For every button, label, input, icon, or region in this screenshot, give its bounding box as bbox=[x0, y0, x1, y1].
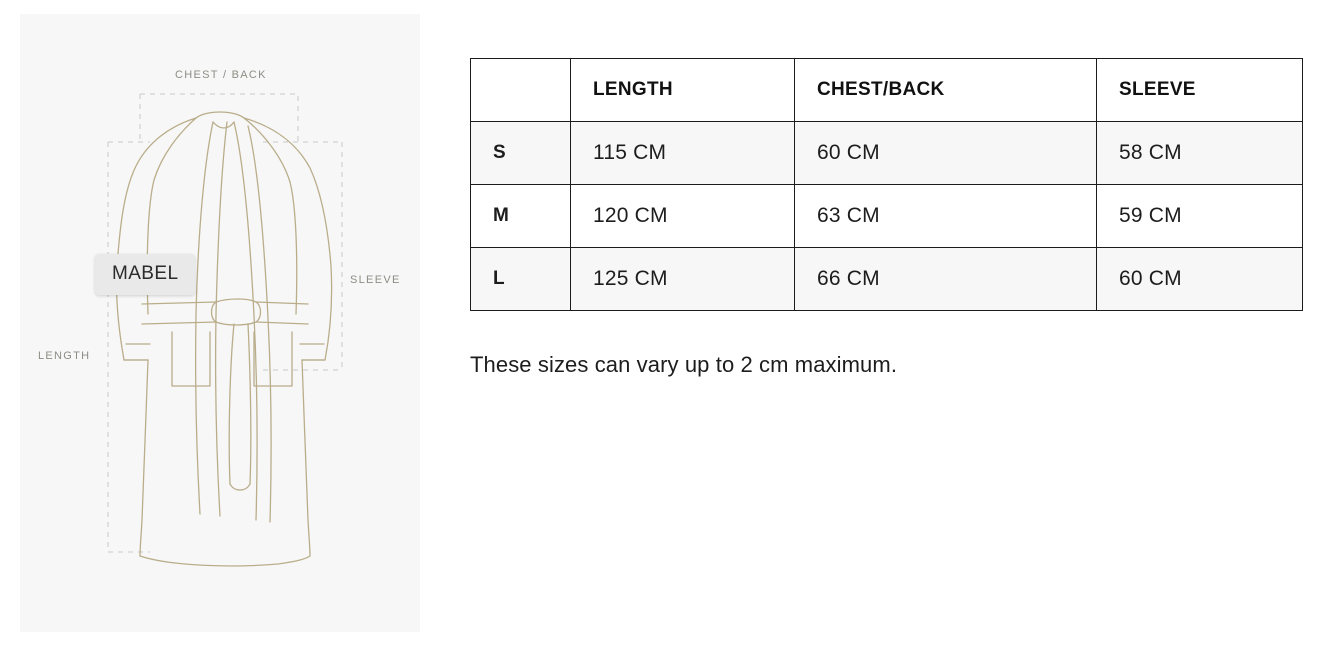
cell-length-l: 125 CM bbox=[571, 248, 795, 311]
cell-length-m: 120 CM bbox=[571, 185, 795, 248]
table-row bbox=[471, 248, 1303, 311]
illustration-panel bbox=[20, 14, 420, 632]
label-length: LENGTH bbox=[38, 350, 91, 362]
header-sleeve: SLEEVE bbox=[1097, 59, 1303, 122]
size-table-wrapper bbox=[470, 58, 1302, 311]
size-table bbox=[470, 58, 1303, 311]
label-chest-back: CHEST / BACK bbox=[175, 69, 267, 81]
cell-sleeve-m: 59 CM bbox=[1097, 185, 1303, 248]
cell-length-s: 115 CM bbox=[571, 122, 795, 185]
cell-size-l: L bbox=[471, 248, 571, 311]
bathrobe-illustration bbox=[20, 14, 420, 632]
cell-sleeve-s: 58 CM bbox=[1097, 122, 1303, 185]
cell-sleeve-l: 60 CM bbox=[1097, 248, 1303, 311]
mabel-badge: MABEL bbox=[95, 254, 195, 295]
header-chest-back: CHEST/BACK bbox=[795, 59, 1097, 122]
cell-size-m: M bbox=[471, 185, 571, 248]
size-variance-note: These sizes can vary up to 2 cm maximum. bbox=[470, 352, 898, 377]
cell-chest-m: 63 CM bbox=[795, 185, 1097, 248]
table-header-row bbox=[471, 59, 1303, 122]
header-size bbox=[471, 59, 571, 122]
cell-size-s: S bbox=[471, 122, 571, 185]
table-row bbox=[471, 185, 1303, 248]
cell-chest-l: 66 CM bbox=[795, 248, 1097, 311]
header-length: LENGTH bbox=[571, 59, 795, 122]
table-row bbox=[471, 122, 1303, 185]
label-sleeve: SLEEVE bbox=[350, 274, 401, 286]
cell-chest-s: 60 CM bbox=[795, 122, 1097, 185]
